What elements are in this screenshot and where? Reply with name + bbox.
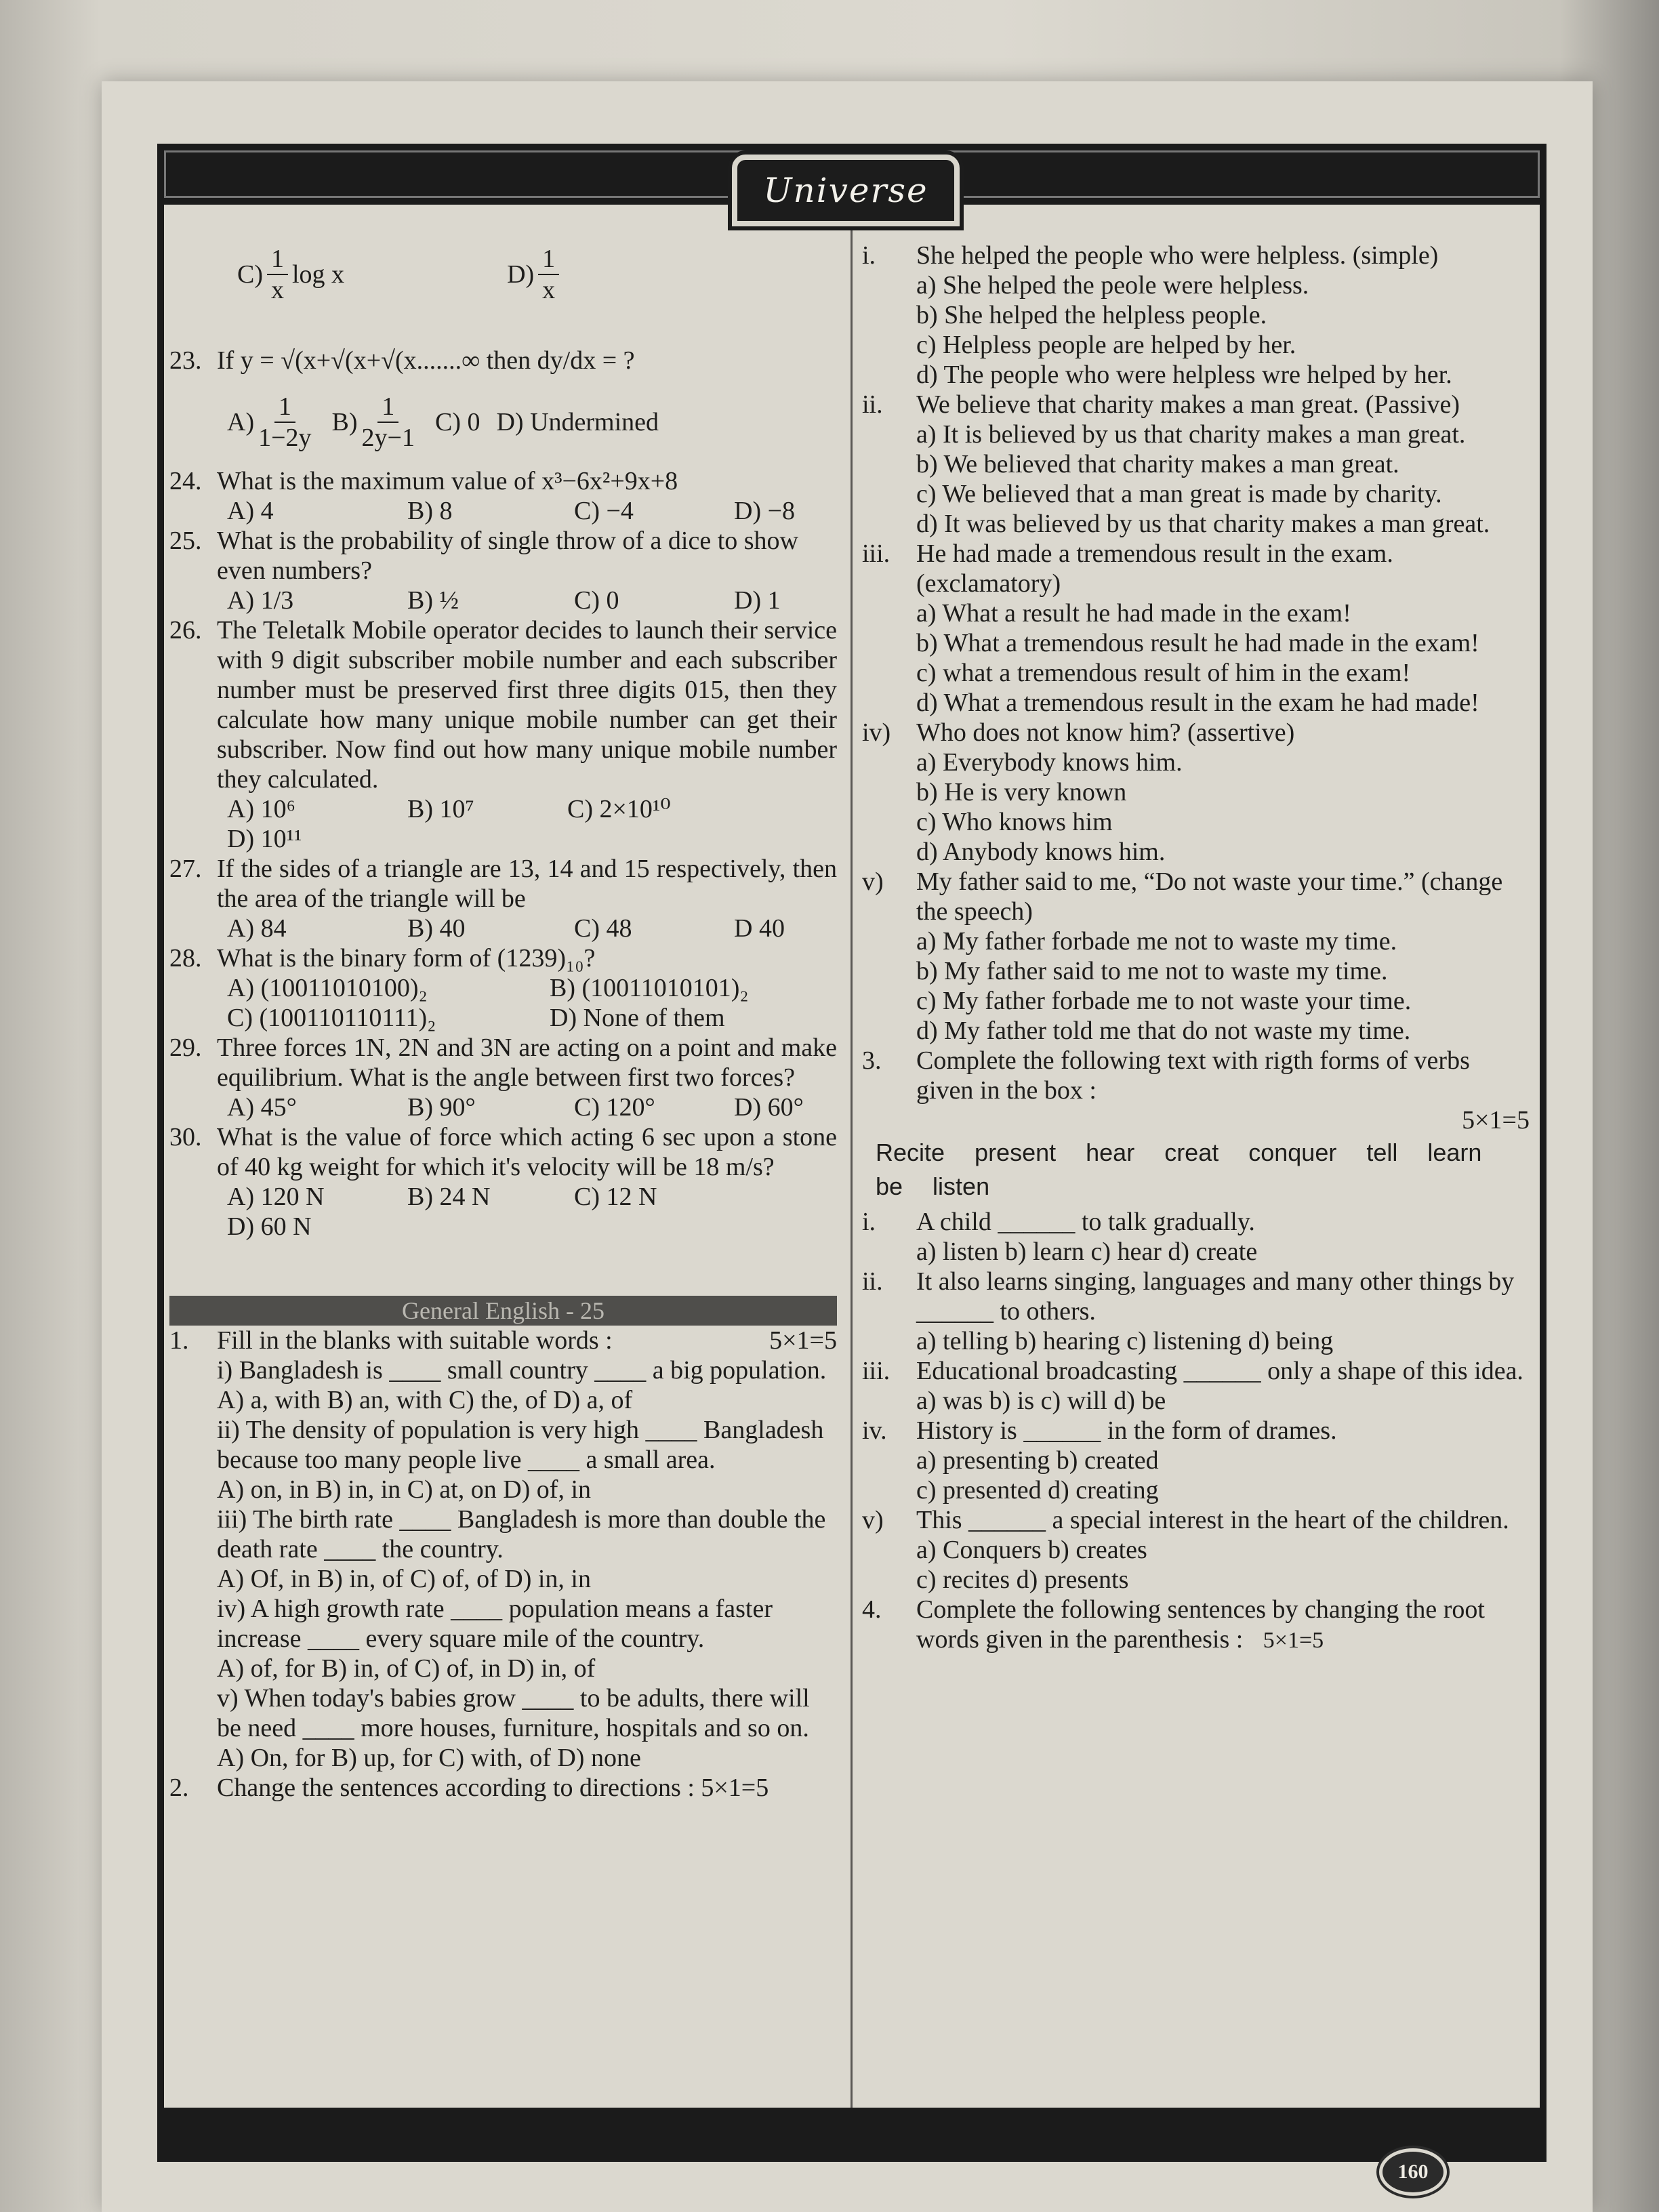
e4-marks: 5×1=5 xyxy=(1263,1628,1324,1653)
q28-options xyxy=(169,973,837,1033)
q30-options xyxy=(169,1182,837,1242)
q27-option: A) 84 xyxy=(227,914,287,943)
e1-options: A) Of, in B) in, of C) of, of D) in, in xyxy=(217,1565,591,1593)
e3-marks: 5×1=5 xyxy=(1462,1106,1530,1134)
q28-text: What is the binary form of (1239)₁₀? xyxy=(217,944,596,972)
s2-number: ii. xyxy=(862,390,883,419)
s1-option: b) She helped the helpless people. xyxy=(916,301,1267,329)
s5-option: d) My father told me that do not waste my time. xyxy=(916,1017,1411,1045)
t2-number: ii. xyxy=(862,1267,883,1296)
q27-option: D 40 xyxy=(734,914,785,943)
s2-option: d) It was believed by us that charity makes a man great. xyxy=(916,510,1490,538)
q23-a-label: A) xyxy=(227,408,255,436)
q22-d-num: 1 xyxy=(538,244,559,275)
sentence-5 xyxy=(862,867,1530,1046)
q30-text: What is the value of force which acting 6 sec upon a stone of 40 kg weight for which it's velocity will be 18 m/s? xyxy=(217,1123,837,1181)
t5-options: a) Conquers b) creates xyxy=(916,1536,1147,1564)
s1-number: i. xyxy=(862,241,876,270)
english-q3 xyxy=(862,1046,1530,1135)
frame-left xyxy=(157,203,164,2162)
e1-text: Fill in the blanks with suitable words : xyxy=(217,1326,613,1355)
s3-text: He had made a tremendous result in the exam. (exclamatory) xyxy=(916,539,1393,598)
t3-options: a) was b) is c) will d) be xyxy=(916,1387,1166,1415)
q22-c-fraction xyxy=(267,244,288,305)
q29-option: A) 45° xyxy=(227,1093,297,1122)
verb-word: learn xyxy=(1427,1139,1482,1166)
q23-text: If y = √(x+√(x+√(x.......∞ then dy/dx = ? xyxy=(217,346,635,375)
question-29 xyxy=(169,1033,837,1092)
q26-option: A) 10⁶ xyxy=(227,795,295,823)
e2-number: 2. xyxy=(169,1774,189,1802)
q25-text: What is the probability of single throw of a dice to show even numbers? xyxy=(217,527,798,585)
text-item-5 xyxy=(862,1505,1530,1595)
q25-option: B) ½ xyxy=(407,586,459,615)
t4-number: iv. xyxy=(862,1416,887,1445)
t1-text: A child ______ to talk gradually. xyxy=(916,1208,1255,1236)
q23-a-den: 1−2y xyxy=(258,424,312,452)
q23-b-label: B) xyxy=(331,408,358,436)
q22-c-num: 1 xyxy=(267,244,288,275)
q23-number: 23. xyxy=(169,346,202,375)
s2-text: We believe that charity makes a man great. (Passive) xyxy=(916,390,1460,419)
q29-options xyxy=(169,1092,837,1122)
q28-option: B) (10011010101)₂ xyxy=(550,974,749,1002)
q25-options xyxy=(169,586,837,615)
q30-number: 30. xyxy=(169,1123,202,1151)
q26-option: B) 10⁷ xyxy=(407,795,474,823)
e4-number: 4. xyxy=(862,1595,882,1624)
q23-b-fraction xyxy=(362,392,415,453)
q28-number: 28. xyxy=(169,944,202,972)
s3-option: a) What a result he had made in the exam! xyxy=(916,599,1351,628)
q25-option: C) 0 xyxy=(574,586,619,615)
e1-item: iii) The birth rate ____ Bangladesh is more than double the death rate ____ the country. xyxy=(217,1505,826,1563)
e4-text: Complete the following sentences by changing the root words given in the parenthesis : xyxy=(916,1595,1485,1654)
footer-bar xyxy=(157,2108,1547,2162)
q27-option: C) 48 xyxy=(574,914,632,943)
q29-option: B) 90° xyxy=(407,1093,476,1122)
sentence-1 xyxy=(862,241,1530,390)
verb-word: listen xyxy=(933,1172,990,1200)
q27-options xyxy=(169,914,837,943)
q22-d-fraction xyxy=(538,244,559,305)
q25-option: A) 1/3 xyxy=(227,586,294,615)
q24-text: What is the maximum value of x³−6x²+9x+8 xyxy=(217,467,678,495)
e1-item: v) When today's babies grow ____ to be adults, there will be need ____ more houses, furniture, hospitals and so on. xyxy=(217,1684,810,1742)
q26-number: 26. xyxy=(169,616,202,644)
q23-option-d: D) Undermined xyxy=(496,408,659,436)
q26-option: C) 2×10¹⁰ xyxy=(567,795,671,823)
question-30 xyxy=(169,1122,837,1182)
q26-options xyxy=(169,794,837,854)
s2-option: a) It is believed by us that charity makes a man great. xyxy=(916,420,1466,449)
e1-options: A) on, in B) in, in C) at, on D) of, in xyxy=(217,1475,592,1504)
q23-a-num: 1 xyxy=(274,392,295,423)
q28-option: A) (10011010100)₂ xyxy=(227,974,428,1002)
t3-text: Educational broadcasting ______ only a shape of this idea. xyxy=(916,1357,1523,1385)
t5-text: This ______ a special interest in the heart of the children. xyxy=(916,1506,1509,1534)
t1-options: a) listen b) learn c) hear d) create xyxy=(916,1237,1258,1266)
column-divider xyxy=(851,230,853,2108)
s3-option: b) What a tremendous result he had made in the exam! xyxy=(916,629,1479,657)
english-q1 xyxy=(169,1326,837,1355)
s1-text: She helped the people who were helpless. (simple) xyxy=(916,241,1439,270)
text-item-2 xyxy=(862,1267,1530,1356)
t2-text: It also learns singing, languages and many other things by ______ to others. xyxy=(916,1267,1515,1326)
logo xyxy=(732,155,960,226)
q24-option: C) −4 xyxy=(574,497,634,525)
e1-options: A) of, for B) in, of C) of, in D) in, of xyxy=(217,1654,596,1683)
left-column xyxy=(169,244,837,1803)
q30-option: D) 60 N xyxy=(227,1212,312,1241)
t1-number: i. xyxy=(862,1208,876,1236)
q29-text: Three forces 1N, 2N and 3N are acting on a point and make equilibrium. What is the angle between first two forces? xyxy=(217,1033,837,1092)
t5-number: v) xyxy=(862,1506,884,1534)
s4-option: d) Anybody knows him. xyxy=(916,838,1166,866)
q22-d-label: D) xyxy=(507,260,535,289)
verb-box xyxy=(862,1138,1530,1202)
e1-options: A) a, with B) an, with C) the, of D) a, of xyxy=(217,1386,633,1414)
q24-number: 24. xyxy=(169,467,202,495)
s3-number: iii. xyxy=(862,539,890,568)
e2-text: Change the sentences according to directions : 5×1=5 xyxy=(217,1774,769,1802)
q23-b-den: 2y−1 xyxy=(361,424,415,452)
q23-option-c: C) 0 xyxy=(434,408,480,436)
question-25 xyxy=(169,526,837,586)
t5-options: c) recites d) presents xyxy=(916,1565,1129,1594)
t2-options: a) telling b) hearing c) listening d) being xyxy=(916,1327,1334,1355)
sentence-3 xyxy=(862,539,1530,718)
q26-option: D) 10¹¹ xyxy=(227,825,302,853)
question-24 xyxy=(169,466,837,496)
e1-items xyxy=(169,1355,837,1773)
question-28 xyxy=(169,943,837,973)
q24-option: A) 4 xyxy=(227,497,274,525)
e1-marks: 5×1=5 xyxy=(769,1326,837,1355)
q23-b-num: 1 xyxy=(377,392,398,423)
q29-option: D) 60° xyxy=(734,1093,804,1122)
q23-a-fraction xyxy=(258,392,311,453)
s5-option: c) My father forbade me to not waste your time. xyxy=(916,987,1412,1015)
q25-number: 25. xyxy=(169,527,202,555)
english-q4 xyxy=(862,1595,1530,1656)
s2-option: b) We believed that charity makes a man great. xyxy=(916,450,1399,478)
s3-option: d) What a tremendous result in the exam he had made! xyxy=(916,689,1479,717)
e3-text: Complete the following text with rigth forms of verbs given in the box : xyxy=(916,1046,1470,1105)
verb-word: creat xyxy=(1164,1139,1219,1166)
s5-number: v) xyxy=(862,867,884,896)
s5-text: My father said to me, “Do not waste your time.” (change the speech) xyxy=(916,867,1503,926)
q22-options xyxy=(169,244,837,305)
section-title-general-english: General English - 25 xyxy=(169,1296,837,1326)
s5-option: a) My father forbade me not to waste my time. xyxy=(916,927,1397,956)
english-q2 xyxy=(169,1773,837,1803)
sentence-4 xyxy=(862,718,1530,867)
e1-item: i) Bangladesh is ____ small country ____ a big population. xyxy=(217,1356,827,1385)
q27-text: If the sides of a triangle are 13, 14 and 15 respectively, then the area of the triangle will be xyxy=(217,855,837,913)
e1-options: A) On, for B) up, for C) with, of D) none xyxy=(217,1744,641,1772)
s1-option: d) The people who were helpless wre helped by her. xyxy=(916,361,1452,389)
q22-c-label: C) xyxy=(237,260,263,289)
q29-number: 29. xyxy=(169,1033,202,1062)
q23-options xyxy=(169,392,837,453)
s2-option: c) We believed that a man great is made by charity. xyxy=(916,480,1442,508)
verb-word: conquer xyxy=(1248,1139,1337,1166)
text-item-3 xyxy=(862,1356,1530,1416)
q30-option: A) 120 N xyxy=(227,1183,325,1211)
q24-option: D) −8 xyxy=(734,497,796,525)
frame-right xyxy=(1540,203,1547,2162)
s4-text: Who does not know him? (assertive) xyxy=(916,718,1295,747)
s4-number: iv) xyxy=(862,718,891,747)
s1-option: c) Helpless people are helped by her. xyxy=(916,331,1296,359)
q28-option: D) None of them xyxy=(550,1004,725,1032)
e1-item: iv) A high growth rate ____ population means a faster increase ____ every square mile of the country. xyxy=(217,1595,773,1653)
s4-option: b) He is very known xyxy=(916,778,1127,806)
s3-option: c) what a tremendous result of him in the exam! xyxy=(916,659,1411,687)
s5-option: b) My father said to me not to waste my time. xyxy=(916,957,1388,985)
q28-option: C) (100110110111)₂ xyxy=(227,1004,436,1032)
q27-option: B) 40 xyxy=(407,914,466,943)
t4-text: History is ______ in the form of drames. xyxy=(916,1416,1337,1445)
logo-text: Universe xyxy=(763,171,928,210)
page-number: 160 xyxy=(1379,2148,1447,2196)
verb-word: Recite xyxy=(876,1139,945,1166)
q24-option: B) 8 xyxy=(407,497,453,525)
q27-number: 27. xyxy=(169,855,202,883)
s1-option: a) She helped the peole were helpless. xyxy=(916,271,1309,300)
text-item-1 xyxy=(862,1207,1530,1267)
t4-options: c) presented d) creating xyxy=(916,1476,1159,1504)
q22-c-tail: log x xyxy=(292,260,345,289)
verb-word: be xyxy=(876,1172,903,1200)
s4-option: c) Who knows him xyxy=(916,808,1113,836)
verb-word: hear xyxy=(1086,1139,1135,1166)
q22-c-den: x xyxy=(271,276,284,304)
question-23 xyxy=(169,346,837,375)
e3-number: 3. xyxy=(862,1046,882,1075)
question-26 xyxy=(169,615,837,794)
verb-word: tell xyxy=(1366,1139,1398,1166)
e1-number: 1. xyxy=(169,1326,189,1355)
right-column xyxy=(862,241,1530,1656)
verb-word: present xyxy=(975,1139,1057,1166)
question-27 xyxy=(169,854,837,914)
e1-item: ii) The density of population is very high ____ Bangladesh because too many people live ____ a small area. xyxy=(217,1416,824,1474)
q24-options xyxy=(169,496,837,526)
q22-d-den: x xyxy=(542,276,556,304)
q26-text: The Teletalk Mobile operator decides to launch their service with 9 digit subscriber mobile number and each subscriber number must be preserved first three digits 015, then they calculate how many unique mobile number can get their subscriber. Now find out how many unique mobile number they calculated. xyxy=(217,616,837,794)
q25-option: D) 1 xyxy=(734,586,781,615)
t3-number: iii. xyxy=(862,1357,890,1385)
text-item-4 xyxy=(862,1416,1530,1505)
s4-option: a) Everybody knows him. xyxy=(916,748,1183,777)
q30-option: B) 24 N xyxy=(407,1183,491,1211)
q30-option: C) 12 N xyxy=(574,1183,657,1211)
sentence-2 xyxy=(862,390,1530,539)
t4-options: a) presenting b) created xyxy=(916,1446,1159,1475)
q29-option: C) 120° xyxy=(574,1093,655,1122)
